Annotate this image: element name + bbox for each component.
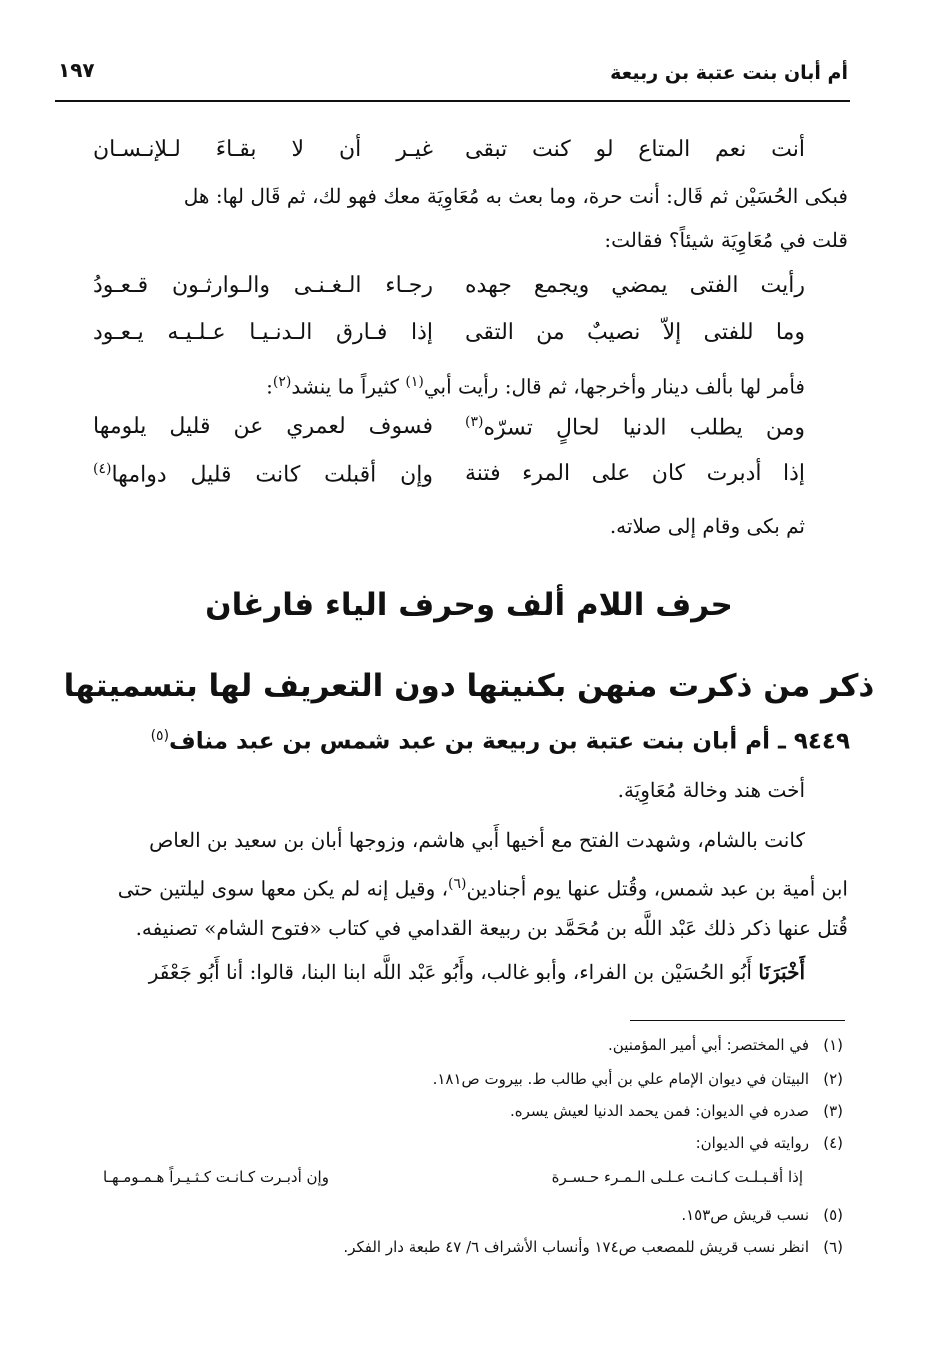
footnote-ref: (٢) <box>272 374 292 390</box>
footnote-mark: (٤) <box>823 1134 843 1152</box>
running-header-title: أم أبان بنت عتبة بن ربيعة <box>610 62 848 84</box>
subsection-title: ذكر من ذكرت منهن بكنيتها دون التعريف لها بتسميتها <box>63 668 875 704</box>
verse-line-3 <box>93 320 805 356</box>
verse-line-5 <box>93 461 805 497</box>
verse-line-2 <box>93 273 805 309</box>
body-line: أَخْبَرَنَا أَبُو الحُسَيْن بن الفراء، وأبو غالب، وأَبُو عَبْد اللَّه ابنا البنا، قالوا: أنا أَبُو جَعْفَر <box>148 960 805 984</box>
footnote-mark: (٣) <box>823 1102 843 1120</box>
footnote-mark: (١) <box>823 1036 843 1054</box>
transmission-keyword: أَخْبَرَنَا <box>758 960 805 984</box>
verse-hemistich-first: وما للفتى إلاّ نصيبٌ من التقى <box>465 320 805 345</box>
verse-hemistich-second: غيـر أن لا بقـاءَ لـلإنـسـان <box>93 137 433 162</box>
entry-heading: ٩٤٤٩ ـ أم أبان بنت عتبة بن ربيعة بن عبد شمس بن عبد مناف$^{(٥)}$ <box>150 728 850 755</box>
verse-hemistich-first: إذا أدبرت كان على المرء فتنة <box>465 461 805 486</box>
footnote-5: (٥)نسب قريش ص١٥٣. <box>681 1206 843 1224</box>
footnote-4: (٤)روايته في الديوان: <box>695 1134 843 1152</box>
body-line: كانت بالشام، وشهدت الفتح مع أخيها أَبي هاشم، وزوجها أبان بن سعيد بن العاص <box>149 828 805 852</box>
verse-hemistich-second: إذا فـارق الـدنـيـا عـلـيـه يـعـود <box>93 320 433 345</box>
section-title: حرف اللام ألف وحرف الياء فارغان <box>205 587 733 623</box>
footnote-rule <box>630 1020 845 1021</box>
footnote-6: (٦)انظر نسب قريش للمصعب ص١٧٤ وأنساب الأشراف ٦/ ٤٧ طبعة دار الفكر. <box>343 1238 843 1256</box>
verse-hemistich-first: رأيت الفتى يمضي ويجمع جهده <box>465 273 805 298</box>
footnote-3: (٣)صدره في الديوان: فمن يحمد الدنيا لعيش يسره. <box>510 1102 843 1120</box>
verse-line-4 <box>93 414 805 450</box>
footnote-ref: (٦) <box>448 876 467 892</box>
body-line: ابن أمية بن عبد شمس، وقُتل عنها يوم أجنادين$^{(٦)}$، وقيل إنه لم يكن معها سوى ليلتين حتى <box>117 876 848 901</box>
verse-hemistich-first: ومن يطلب الدنيا لحالٍ تسرّه$^{(٣)}$ <box>465 414 805 441</box>
verse-hemistich-first: إذا أقـبـلـت كـانـت عـلـى الـمـرء حـسـرة <box>551 1168 803 1186</box>
footnote-verse <box>103 1168 803 1186</box>
footnote-ref: (٣) <box>465 414 484 430</box>
paragraph-line: ثم بكى وقام إلى صلاته. <box>609 514 805 538</box>
footnote-ref: (٤) <box>93 461 112 477</box>
paragraph-line: فبكى الحُسَيْن ثم قَال: أنت حرة، وما بعث به مُعَاوِيَة معك فهو لك، ثم قَال لها: هل <box>183 184 848 208</box>
verse-hemistich-second: وإن أدبـرت كـانـت كـثـيـراً هـمـومـهـا <box>103 1168 329 1186</box>
footnote-mark: (٥) <box>823 1206 843 1224</box>
footnote-ref: (١) <box>405 374 424 390</box>
footnote-1: (١)في المختصر: أبي أمير المؤمنين. <box>608 1036 843 1054</box>
body-line: قُتل عنها ذكر ذلك عَبْد اللَّه بن مُحَمَّد بن ربيعة القدامي في كتاب «فتوح الشام» تصنيفه. <box>135 916 848 940</box>
verse-hemistich-first: أنت نعم المتاع لو كنت تبقى <box>465 137 805 162</box>
verse-hemistich-second: وإن أقبلت كانت قليل دوامها$^{(٤)}$ <box>93 461 433 488</box>
footnote-2: (٢)البيتان في ديوان الإمام علي بن أبي طالب ط. بيروت ص١٨١. <box>432 1070 843 1088</box>
verse-line-1 <box>93 137 805 173</box>
paragraph-line: قلت في مُعَاوِيَة شيئاً؟ فقالت: <box>604 228 848 252</box>
body-line: أخت هند وخالة مُعَاوِيَة. <box>617 778 805 802</box>
footnote-ref: (٥) <box>150 728 170 744</box>
header-rule <box>55 100 850 102</box>
verse-hemistich-second: رجـاء الـغـنـى والـوارثـون قـعـودُ <box>93 273 433 298</box>
paragraph-line: فأمر لها بألف دينار وأخرجها، ثم قال: رأيت أبي$^{(١)}$ كثيراً ما ينشد$^{(٢)}$: <box>266 374 805 399</box>
page-number: ١٩٧ <box>58 58 95 82</box>
verse-hemistich-second: فسوف لعمري عن قليل يلومها <box>93 414 433 439</box>
footnote-mark: (٦) <box>823 1238 843 1256</box>
footnote-mark: (٢) <box>823 1070 843 1088</box>
